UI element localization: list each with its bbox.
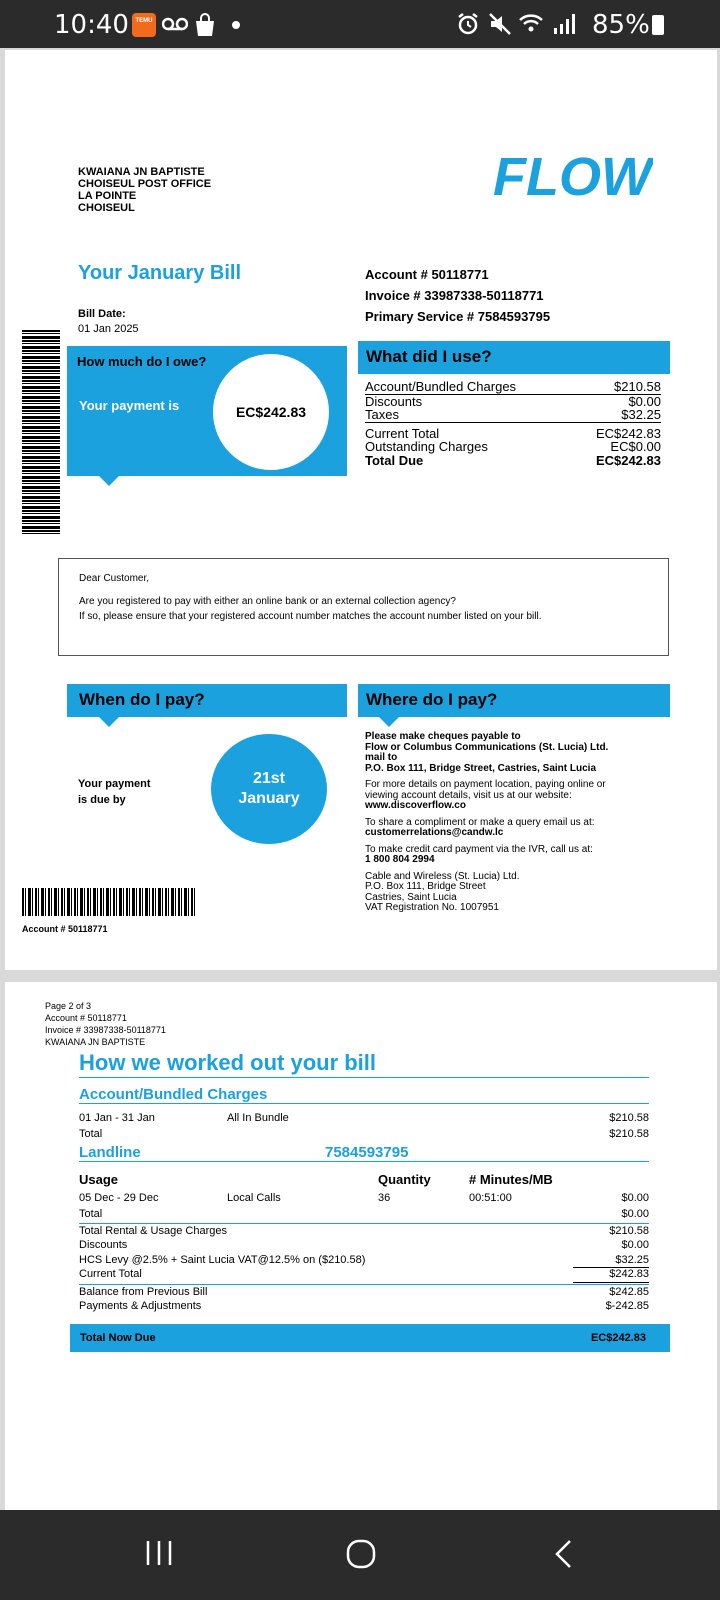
owe-box [67,346,347,476]
divider [79,1223,649,1224]
signal-icon [552,12,582,36]
use-row-total-due: Total Due EC$242.83 [365,452,661,468]
breakdown-title: How we worked out your bill [79,1050,649,1078]
when-tail [99,717,119,727]
landline-header [79,1144,649,1162]
use-row: Current Total EC$242.83 [365,425,661,441]
status-time: 10:40 [54,10,129,40]
summary-row: Current Total $242.83 [79,1268,649,1280]
use-title: What did I use? [358,341,670,374]
bill-date-block [78,307,139,337]
divider [573,1282,649,1283]
usage-row: 05 Dec - 29 Dec Local Calls 36 00:51:00 $0.00 [79,1192,649,1204]
notice-line-2: If so, please ensure that your registered account number matches the account number listed on your bill. [79,611,542,622]
recent-apps-icon[interactable] [144,1538,174,1568]
account-info [365,264,550,327]
owe-question: How much do I owe? [77,354,207,369]
summary-row: Total Rental & Usage Charges $210.58 [79,1225,649,1237]
temu-notification-icon: TEMU [132,13,156,37]
wifi-icon [518,12,548,36]
total-now-label: Total Now Due [80,1332,156,1344]
usage-header-row: Usage Quantity # Minutes/MB [79,1172,553,1187]
home-icon[interactable] [345,1538,377,1570]
mute-icon [488,12,512,36]
alarm-icon [456,12,480,36]
due-day: 21st [252,770,286,787]
use-row: Taxes $32.25 [365,407,661,422]
page2-meta: Page 2 of 3 Account # 50118771 Invoice # 33987338-50118771 KWAIANA JN BAPTISTE [45,1001,166,1047]
notice-line-1: Are you registered to pay with either an online bank or an external collection agency? [79,596,456,607]
shopping-bag-icon [194,13,216,37]
ivr-phone-number[interactable]: 1 800 804 2994 [365,854,435,865]
owe-box-tail [99,476,119,486]
total-now-due-bar [70,1324,670,1352]
landline-number: 7584593795 [325,1144,409,1161]
back-icon[interactable] [552,1538,576,1570]
battery-icon [652,15,664,35]
barcode-account-label: Account # 50118771 [22,924,108,934]
account-number: Account # 50118771 [365,267,489,282]
primary-service: Primary Service # 7584593795 [365,309,551,324]
bill-date-value: 01 Jan 2025 [78,323,139,335]
where-to-pay-details: Please make cheques payable to Flow or Columbus Communications (St. Lucia) Ltd. mail to P.O. Box 111, Bridge Street, Castries, Saint Lucia For more details on payment location, paying online or viewing account details, visit us at our website: www.discoverflow.co To share a compliment or make a query email us at: customerrelations@candw.lc To make credit card payment via the IVR, call us at: 1 800 804 2994 Cable and Wireless (St. Lucia) Ltd. P.O. Box 111, Bridge Street Castries, Saint Lucia VAT Registration No. 1007951 [365,732,665,920]
payment-amount: EC$242.83 [213,354,329,470]
bill-title: Your January Bill [78,262,242,284]
due-month: January [238,790,300,807]
navigation-bar [0,1510,720,1600]
landline-label: Landline [79,1144,141,1161]
use-row: Outstanding Charges EC$0.00 [365,439,661,454]
balance-row: Balance from Previous Bill $242.85 [79,1286,649,1298]
notice-greeting: Dear Customer, [79,573,150,584]
divider [79,1284,649,1285]
when-title: When do I pay? [67,684,347,717]
bundle-total-row: Total $210.58 [79,1128,649,1140]
vertical-barcode [22,330,60,536]
where-title: Where do I pay? [358,684,670,717]
email-link[interactable]: customerrelations@candw.lc [365,827,504,838]
website-link[interactable]: www.discoverflow.co [365,800,466,811]
flow-logo [493,146,653,206]
due-date-circle [211,734,327,844]
flow-logo-text: FLOW [493,147,652,206]
total-now-value: EC$242.83 [590,1332,646,1344]
where-tail [379,717,399,727]
payments-row: Payments & Adjustments $-242.85 [79,1300,649,1312]
customer-notice [58,558,669,656]
bill-date-label: Bill Date: [78,308,126,320]
horizontal-barcode [22,888,196,916]
bill-page-2 [5,982,717,1510]
bundle-row: 01 Jan - 31 Jan All In Bundle $210.58 [79,1112,649,1124]
dot-icon [232,21,240,29]
due-label: Your payment is due by [78,778,151,806]
summary-row: HCS Levy @2.5% + Saint Lucia VAT@12.5% on ($210.58) $32.25 [79,1254,649,1266]
status-bar [0,0,720,48]
summary-row: Discounts $0.00 [79,1239,649,1251]
usage-total-row: Total $0.00 [79,1208,649,1220]
battery-percent: 85% [592,10,650,40]
use-row: Account/Bundled Charges $210.58 [365,379,661,394]
use-row: Discounts $0.00 [365,393,661,409]
voicemail-icon [162,17,188,31]
payment-is-label: Your payment is [79,398,180,413]
use-summary [365,380,661,467]
bundled-charges-title: Account/Bundled Charges [79,1086,649,1104]
bill-page-1 [5,50,717,970]
addressee-block: KWAIANA JN BAPTISTE CHOISEUL POST OFFICE LA POINTE CHOISEUL [78,166,212,214]
invoice-number: Invoice # 33987338-50118771 [365,288,544,303]
